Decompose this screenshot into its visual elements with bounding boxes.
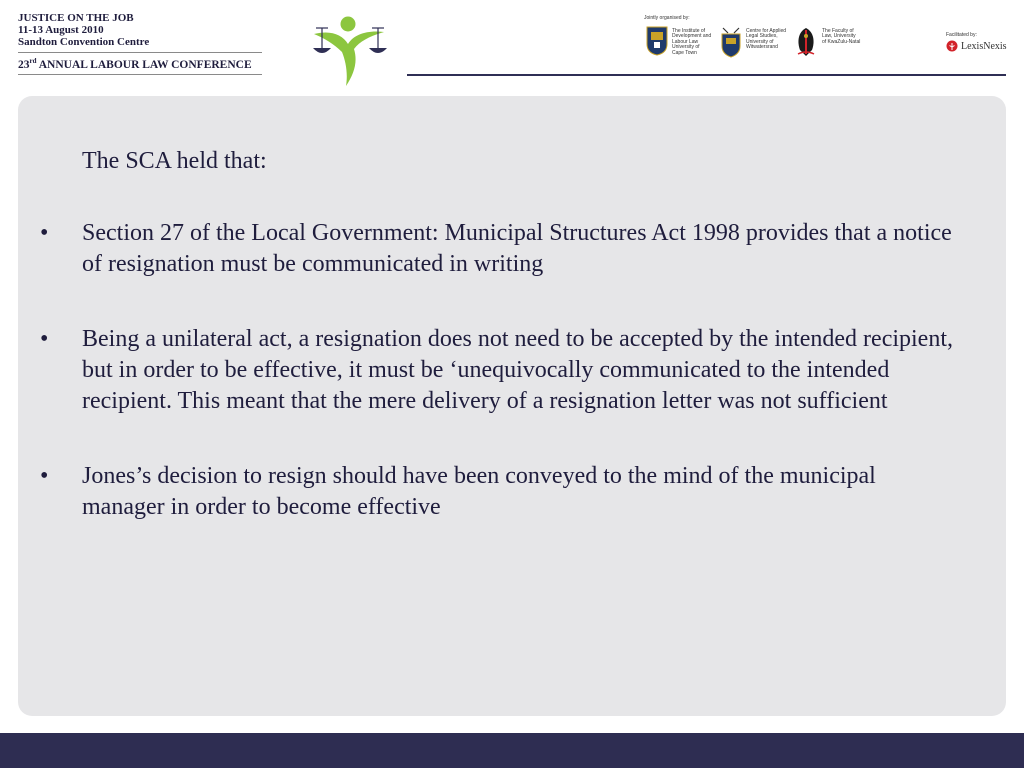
slide-intro: The SCA held that: <box>82 148 267 174</box>
annual-number: 23 <box>18 58 30 71</box>
slide-body <box>40 146 962 567</box>
wits-crest-icon <box>720 26 742 58</box>
facilitated-by-label: Facilitated by: <box>946 32 977 38</box>
conference-title: JUSTICE ON THE JOB <box>18 12 134 24</box>
header <box>0 0 1024 92</box>
justice-scales-logo-icon <box>308 14 392 88</box>
conference-info <box>18 12 262 75</box>
bullet-item <box>40 461 962 523</box>
footer-bar <box>0 733 1024 768</box>
bullet-item <box>40 218 962 280</box>
bullet-item <box>40 324 962 417</box>
lexisnexis-tree-icon <box>946 40 958 52</box>
conference-divider <box>18 52 262 53</box>
partner-ukzn <box>794 26 860 60</box>
conference-dates: 11-13 August 2010 <box>18 24 104 36</box>
bullet-marker: • <box>40 326 49 352</box>
annual-suffix: rd <box>29 57 37 65</box>
conference-divider-bottom <box>18 74 262 75</box>
bullet-text: Section 27 of the Local Government: Municipal Structures Act 1998 provides that a notice of resignation must be communicated in writing <box>82 220 952 277</box>
partner-wits-name: Centre for Applied Legal Studies, University of Witwatersrand <box>746 28 787 51</box>
partner-ukzn-name: The Faculty of Law, University of KwaZulu-Natal <box>822 28 861 45</box>
bullet-text: Being a unilateral act, a resignation does not need to be accepted by the intended recipient, but in order to be effective, it must be ‘unequivocally communicated to the intended recipient. This meant that the mere delivery of a resignation letter was not sufficient <box>82 326 953 414</box>
bullet-text: Jones’s decision to resign should have been conveyed to the mind of the municipal manager in order to become effective <box>82 463 876 520</box>
partner-uct-name: The Institute of Development and Labour Law University of Cape Town <box>672 28 712 56</box>
lexisnexis-name: LexisNexis <box>961 40 1007 52</box>
conference-annual <box>18 55 262 72</box>
jointly-organised-label: Jointly organised by: <box>644 15 690 21</box>
lexisnexis-logo <box>946 40 1007 52</box>
conference-venue: Sandton Convention Centre <box>18 36 150 48</box>
bullet-marker: • <box>40 463 49 489</box>
uct-crest-icon <box>646 26 668 56</box>
header-divider-line <box>407 74 1006 76</box>
ukzn-crest-icon <box>794 26 818 58</box>
partner-wits <box>720 26 786 60</box>
annual-text: ANNUAL LABOUR LAW CONFERENCE <box>36 58 252 71</box>
partner-uct <box>646 26 711 60</box>
bullet-marker: • <box>40 220 49 246</box>
